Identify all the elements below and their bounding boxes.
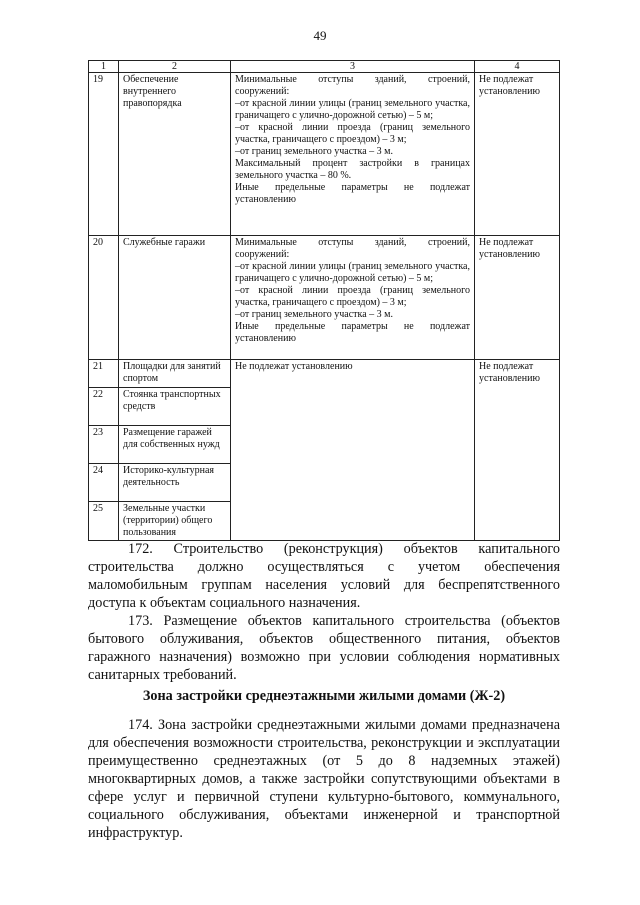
land-use-type: Служебные гаражи (119, 236, 231, 360)
land-use-type: Стоянка транспортных средств (119, 388, 231, 426)
land-use-type: Историко-культурная деятельность (119, 464, 231, 502)
row-number: 23 (89, 426, 119, 464)
parameter-line: Максимальный процент застройки в границах земельного участка – 80 %. (235, 158, 470, 181)
parameter-line: Минимальные отступы зданий, строений, сооружений: (235, 237, 470, 260)
page-number: 49 (313, 28, 327, 43)
parameter-line: –от красной линии улицы (границ земельного участка, граничащего с улично-дорожной сетью) – 5 м; (235, 261, 470, 284)
parameter-line: Иные предельные параметры не подлежат установлению (235, 182, 470, 205)
parameter-line: Минимальные отступы зданий, строений, сооружений: (235, 74, 470, 97)
parameter-line: –от красной линии проезда (границ земельного участка, граничащего с проездом) – 3 м; (235, 122, 470, 145)
land-use-type: Площадки для занятий спортом (119, 360, 231, 388)
land-use-table (88, 60, 560, 541)
paragraph-174: 174. Зона застройки среднеэтажными жилыми домами предназначена для обеспечения возможности строительства, реконструкции и эксплуатации преимущественно среднеэтажных (от 5 до 8 надземных этажей) многоквартирных домов, а также застройки сопутствующими объектами в сфере услуг и первичной ступени культурно-бытового, коммунального, социального обслуживания, объектами инженерной и транспортной инфраструктур. (88, 717, 560, 841)
paragraph-172: 172. Строительство (реконструкция) объектов капитального строительства должно осуществляться с учетом обеспечения маломобильным группам населения условий для беспрепятственного доступа к объектам социального назначения. (88, 541, 560, 611)
parameter-line: –от границ земельного участка – 3 м. (235, 146, 393, 157)
table-row (89, 360, 560, 388)
paragraph-173: 173. Размещение объектов капитального строительства (объектов бытового облуживания, объектов общественного питания, объектов гаражного назначения) возможно при условии соблюдения нормативных санитарных требований. (88, 613, 560, 683)
parameter-line: –от красной линии улицы (границ земельного участка, граничащего с улично-дорожной сетью) – 5 м; (235, 98, 470, 121)
parameters-cell (231, 236, 475, 360)
column-header: 1 (89, 61, 119, 73)
paragraphs-top (88, 540, 560, 684)
row-number: 22 (89, 388, 119, 426)
land-use-type: Обеспечение внутреннего правопорядка (119, 73, 231, 236)
note-cell: Не подлежат установлению (475, 73, 560, 236)
land-use-type: Земельные участки (территории) общего пользования (119, 502, 231, 541)
table-row (89, 73, 560, 236)
parameter-line: Иные предельные параметры не подлежат установлению (235, 321, 470, 344)
table-row (89, 236, 560, 360)
row-number: 19 (89, 73, 119, 236)
parameters-cell-merged: Не подлежат установлению (231, 360, 475, 541)
table-header-row (89, 61, 560, 73)
row-number: 20 (89, 236, 119, 360)
parameter-line: –от красной линии проезда (границ земельного участка, граничащего с проездом) – 3 м; (235, 285, 470, 308)
column-header: 2 (119, 61, 231, 73)
row-number: 21 (89, 360, 119, 388)
column-header: 4 (475, 61, 560, 73)
parameter-line: –от границ земельного участка – 3 м. (235, 309, 393, 320)
paragraphs-bottom (88, 716, 560, 842)
row-number: 25 (89, 502, 119, 541)
section-heading: Зона застройки среднеэтажными жилыми домами (Ж-2) (142, 688, 506, 704)
land-use-type: Размещение гаражей для собственных нужд (119, 426, 231, 464)
note-cell-merged: Не подлежат установлению (475, 360, 560, 541)
column-header: 3 (231, 61, 475, 73)
row-number: 24 (89, 464, 119, 502)
parameters-cell (231, 73, 475, 236)
note-cell: Не подлежат установлению (475, 236, 560, 360)
